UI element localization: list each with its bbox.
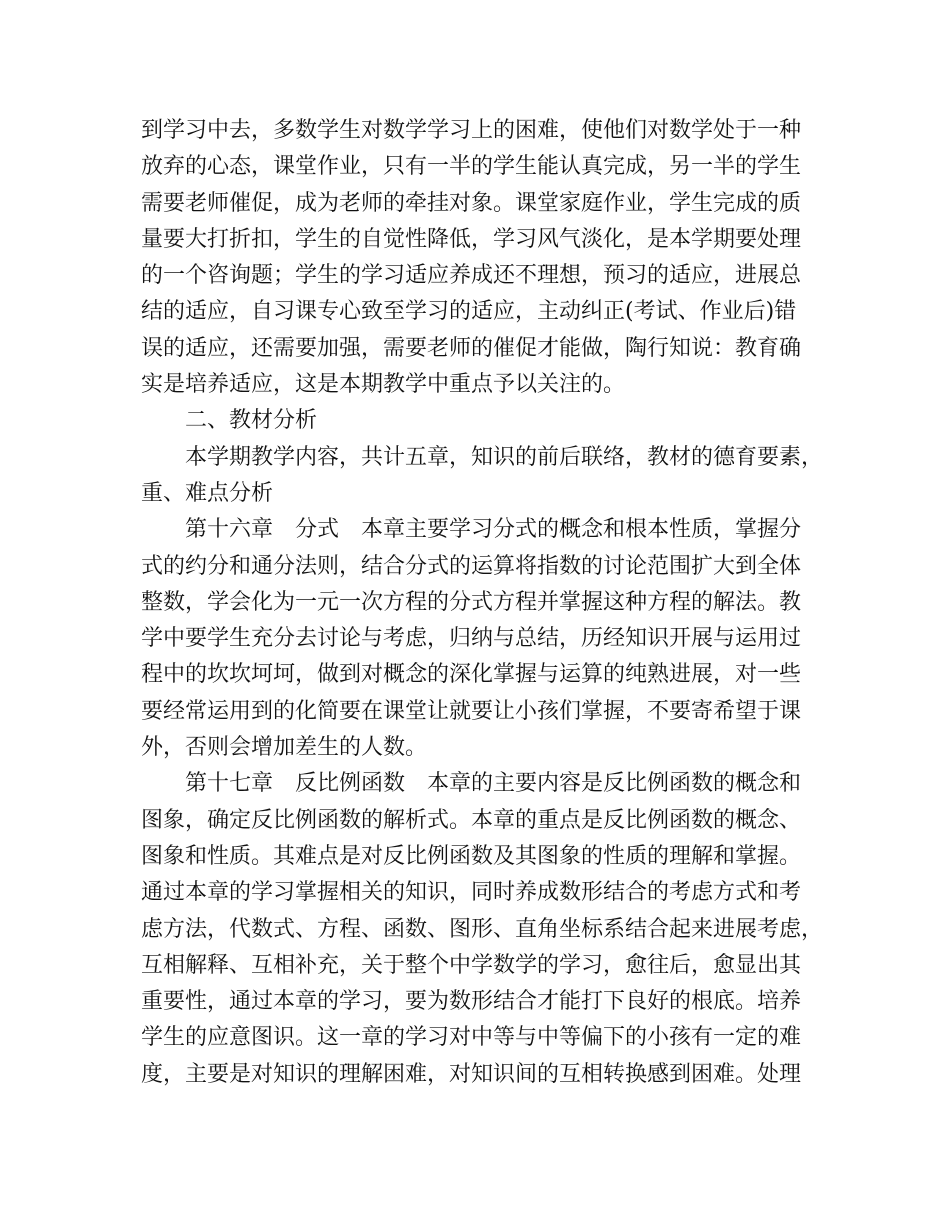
paragraph-line: 程中的坎坎坷坷，做到对概念的深化掌握与运算的纯熟进展，对一些	[141, 662, 802, 688]
paragraph-line: 度，主要是对知识的理解困难，对知识间的互相转换感到困难。处理	[141, 1061, 802, 1087]
paragraph-line: 通过本章的学习掌握相关的知识，同时养成数形结合的考虑方式和考	[141, 880, 802, 906]
section-heading: 二、教材分析	[185, 408, 318, 434]
paragraph-line: 图象，确定反比例函数的解析式。本章的重点是反比例函数的概念、	[141, 807, 802, 833]
paragraph-line: 实是培养适应，这是本期教学中重点予以关注的。	[141, 372, 626, 398]
paragraph-line: 图象和性质。其难点是对反比例函数及其图象的性质的理解和掌握。	[141, 843, 802, 869]
paragraph-line: 式的约分和通分法则，结合分式的运算将指数的讨论范围扩大到全体	[141, 553, 802, 579]
paragraph-line: 到学习中去，多数学生对数学学习上的困难，使他们对数学处于一种	[141, 118, 802, 143]
paragraph-line: 误的适应，还需要加强，需要老师的催促才能做，陶行知说：教育确	[141, 335, 802, 361]
paragraph-line: 整数，学会化为一元一次方程的分式方程并掌握这种方程的解法。教	[141, 589, 802, 615]
paragraph-line: 本学期教学内容，共计五章，知识的前后联络，教材的德育要素，	[185, 444, 824, 470]
paragraph-line: 互相解释、互相补充，关于整个中学数学的学习，愈往后，愈显出其	[141, 952, 802, 978]
paragraph-line: 结的适应，自习课专心致至学习的适应，主动纠正(考试、作业后)错	[141, 299, 797, 325]
paragraph-line: 学中要学生充分去讨论与考虑，归纳与总结，历经知识开展与运用过	[141, 626, 802, 652]
document-body	[141, 113, 824, 1093]
paragraph-line: 虑方法，代数式、方程、函数、图形、直角坐标系结合起来进展考虑，	[141, 916, 824, 942]
paragraph-line: 学生的应意图识。这一章的学习对中等与中等偏下的小孩有一定的难	[141, 1025, 802, 1051]
paragraph-line: 重要性，通过本章的学习，要为数形结合才能打下良好的根底。培养	[141, 989, 802, 1015]
paragraph-line: 要经常运用到的化简要在课堂让就要让小孩们掌握，不要寄希望于课	[141, 698, 802, 724]
paragraph-line: 量要大打折扣，学生的自觉性降低，学习风气淡化，是本学期要处理	[141, 226, 802, 252]
paragraph-line: 外，否则会增加差生的人数。	[141, 735, 428, 761]
paragraph-line: 需要老师催促，成为老师的牵挂对象。课堂家庭作业，学生完成的质	[141, 190, 802, 216]
paragraph-line: 放弃的心态，课堂作业，只有一半的学生能认真完成，另一半的学生	[141, 154, 802, 180]
paragraph-line: 重、难点分析	[141, 480, 274, 506]
chapter-paragraph-start: 第十六章 分式 本章主要学习分式的概念和根本性质，掌握分	[185, 517, 802, 543]
chapter-paragraph-start: 第十七章 反比例函数 本章的主要内容是反比例函数的概念和	[185, 771, 802, 797]
paragraph-line: 的一个咨询题；学生的学习适应养成还不理想，预习的适应，进展总	[141, 263, 802, 289]
